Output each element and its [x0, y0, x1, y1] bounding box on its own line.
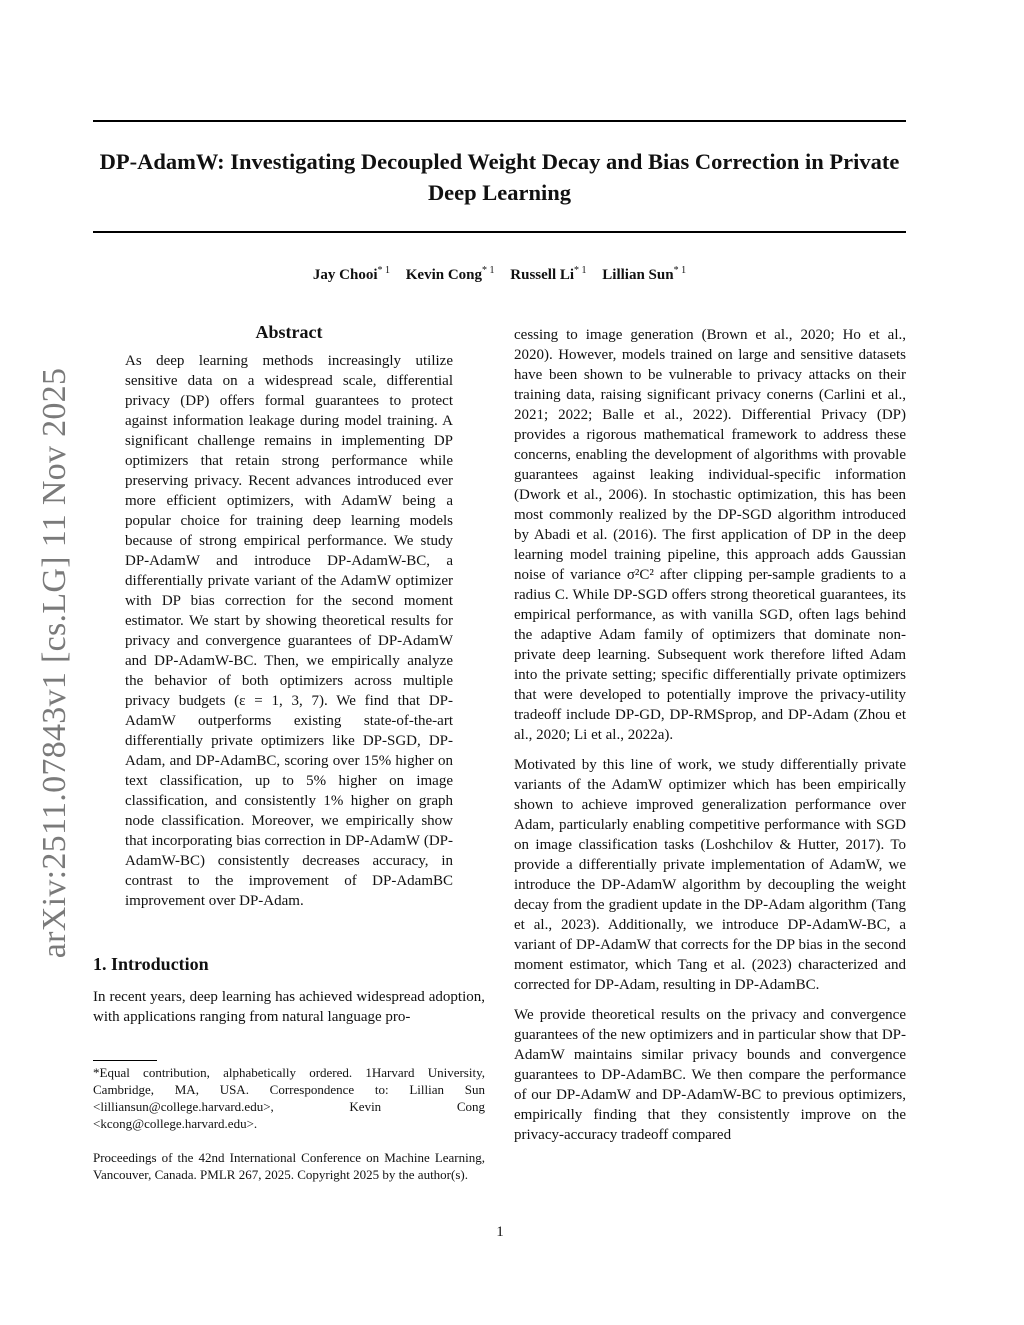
paper-title: DP-AdamW: Investigating Decoupled Weight Decay and Bias Correction in Private Deep Learning: [99, 149, 900, 205]
author-list: [93, 265, 906, 284]
author: Kevin Cong$^{* 1}$: [405, 265, 495, 283]
author: Jay Chooi$^{* 1}$: [312, 265, 390, 283]
paragraph: We provide theoretical results on the privacy and convergence guarantees of the new optimizers and in particular show that DP-AdamW maintains similar privacy bounds and convergence guarantees to DP-AdamBC. We then compare the performance of our DP-AdamW and DP-AdamW-BC to previous optimizers, empirically finding that they consistently improve on the privacy-accuracy tradeoff compared: [514, 1007, 906, 1143]
title-rule-top: [93, 120, 906, 122]
paragraph: cessing to image generation (Brown et al., 2020; Ho et al., 2020). However, models trained on large and sensitive datasets have been shown to be vulnerable to privacy attacks on their training data, raising significant privacy conerns (Carlini et al., 2021; 2022; Balle et al., 2022). Differential Privacy (DP) provides a rigorous mathematical framework to address these concerns, enabling the development of algorithms with provable guarantees against leaking individual-specific information (Dwork et al., 2006). In stochastic optimization, this has been most commonly realized by the DP-SGD algorithm introduced by Abadi et al. (2016). The first application of DP in the deep learning model training pipeline, this approach adds Gaussian noise of variance σ²C² after clipping per-sample gradients to a radius C. While DP-SGD offers strong theoretical guarantees, its empirical performance, as with vanilla SGD, often lags behind the adaptive Adam family of optimizers that dominate non-private deep learning. Subsequent work therefore lifted Adam into the private setting; specific differentially private optimizers that were developed to potentially improve the privacy-utility tradeoff include DP-GD, DP-RMSprop, and DP-Adam (Zhou et al., 2020; Li et al., 2022a).: [514, 327, 906, 743]
abstract-heading: Abstract: [255, 322, 323, 342]
right-column: [514, 325, 906, 1155]
introduction-heading: 1. Introduction: [93, 954, 209, 974]
arxiv-stamp: arXiv:2511.07843v1 [cs.LG] 11 Nov 2025: [36, 367, 73, 959]
abstract-text: As deep learning methods increasingly utilize sensitive data on a widespread scale, differential privacy (DP) offers formal guarantees to protect against information leakage during model training. A significant challenge remains in implementing DP optimizers that retain strong performance while preserving privacy. Recent advances introduced ever more efficient optimizers, with AdamW being a popular choice for training deep learning models because of strong empirical performance. We study DP-AdamW and introduce DP-AdamW-BC, a differentially private variant of the AdamW optimizer with DP bias correction for the second moment estimator. We start by showing theoretical results for privacy and convergence guarantees of DP-AdamW and DP-AdamW-BC. Then, we empirically analyze the behavior of both optimizers across multiple privacy budgets (ε = 1, 3, 7). We find that DP-AdamW outperforms existing state-of-the-art differentially private optimizers like DP-SGD, DP-Adam, and DP-AdamBC, scoring over 15% higher on text classification, up to 5% higher on image classification, and consistently 1% higher on graph node classification. Moreover, we empirically show that incorporating bias correction in DP-AdamW (DP-AdamW-BC) consistently decreases accuracy, in contrast to the improvement of DP-AdamBC improvement over DP-Adam.: [125, 353, 453, 909]
footnote: *Equal contribution, alphabetically ordered. 1Harvard University, Cambridge, MA, USA. Correspondence to: Lillian Sun <lilliansun@college.harvard.edu>, Kevin Cong <kcong@college.harvard.edu>.: [93, 1065, 485, 1131]
left-column: [93, 318, 485, 1027]
introduction-text: In recent years, deep learning has achieved widespread adoption, with applications ranging from natural language pro-: [93, 989, 485, 1025]
title-rule-bottom: [93, 231, 906, 233]
author: Russell Li$^{* 1}$: [510, 265, 587, 283]
footnote-rule: [93, 1060, 157, 1061]
page-number: 1: [496, 1224, 504, 1240]
paragraph: Motivated by this line of work, we study differentially private variants of the AdamW optimizer which has been empirically shown to achieve improved generalization performance over Adam, particularly enabling competitive performance with SGD on image classification tasks (Loshchilov & Hutter, 2017). To provide a differentially private implementation of AdamW, we introduce the DP-AdamW algorithm by decoupling the weight decay from the gradient update in the DP-Adam algorithm (Tang et al., 2023). Additionally, we introduce DP-AdamW-BC, a variant of DP-AdamW that corrects for the DP bias in the second moment estimator, which Tang et al. (2023) characterized and corrected for DP-Adam, resulting in DP-AdamBC.: [514, 757, 906, 993]
author: Lillian Sun$^{* 1}$: [602, 265, 687, 283]
proceedings-note: Proceedings of the 42nd International Conference on Machine Learning, Vancouver, Canada. PMLR 267, 2025. Copyright 2025 by the author(s).: [93, 1150, 485, 1182]
